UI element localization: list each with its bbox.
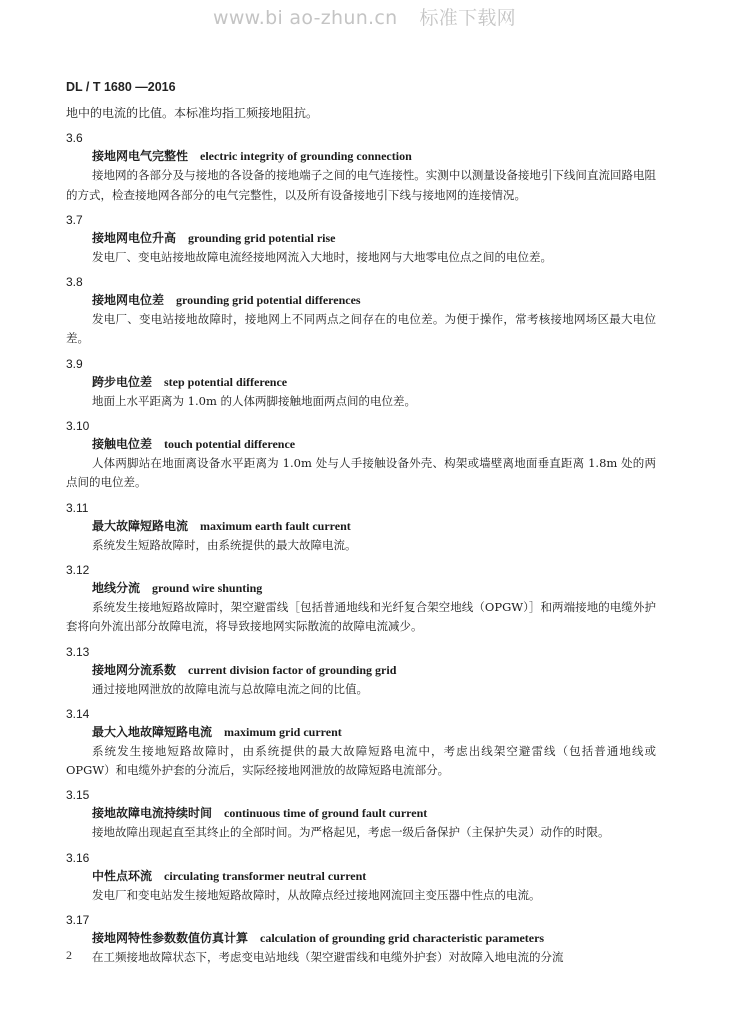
term-english: current division factor of grounding grid	[188, 662, 397, 677]
watermark	[0, 3, 729, 30]
clause-number: 3.13	[66, 644, 90, 659]
term-chinese: 最大入地故障短路电流	[92, 724, 213, 739]
clause-number: 3.11	[66, 500, 89, 515]
clause-number: 3.9	[66, 356, 83, 371]
clause-number: 3.15	[66, 788, 90, 803]
term-entry-3-9	[66, 355, 656, 411]
clause-number: 3.17	[66, 913, 90, 928]
term-chinese: 接地网电位升高	[92, 230, 177, 245]
term-definition: 地面上水平距离为 1.0m 的人体两脚接触地面两点间的电位差。	[92, 393, 417, 408]
term-heading	[66, 867, 656, 886]
term-chinese: 最大故障短路电流	[92, 518, 189, 533]
term-english: calculation of grounding grid characteristic parameters	[260, 931, 545, 946]
clause-number: 3.10	[66, 419, 90, 434]
term-english: maximum earth fault current	[200, 518, 351, 533]
term-entry-3-16	[66, 849, 656, 905]
term-entry-3-15	[66, 786, 656, 842]
term-chinese: 地线分流	[92, 580, 141, 595]
term-chinese: 接地网电位差	[92, 293, 165, 308]
page-number: 2	[66, 948, 72, 962]
term-english: electric integrity of grounding connection	[200, 149, 412, 164]
term-entry-3-14	[66, 705, 656, 781]
term-entry-3-7	[66, 211, 656, 267]
term-heading	[66, 929, 656, 948]
term-chinese: 中性点环流	[92, 868, 153, 883]
clause-number: 3.14	[66, 706, 90, 721]
term-english: circulating transformer neutral current	[164, 868, 367, 883]
continuation-text: 地中的电流的比值。本标准均指工频接地阻抗。	[66, 106, 319, 120]
term-entry-3-6	[66, 129, 656, 205]
term-entry-3-12	[66, 561, 656, 637]
term-english: ground wire shunting	[152, 580, 263, 595]
term-definition: 系统发生接地短路故障时，由系统提供的最大故障短路电流中，考虑出线架空避雷线（包括普通地线或 OPGW）和电缆外护套的分流后，实际经接地网泄放的故障短路电流部分。	[66, 743, 656, 778]
term-definition: 发电厂和变电站发生接地短路故障时，从故障点经过接地网流回主变压器中性点的电流。	[92, 887, 541, 902]
document-body	[66, 104, 656, 967]
clause-number: 3.6	[66, 131, 83, 146]
term-definition: 接地故障出现起直至其终止的全部时间。为严格起见，考虑一级后备保护（主保护失灵）动作的时限。	[92, 825, 610, 840]
term-english: grounding grid potential rise	[188, 230, 336, 245]
term-english: touch potential difference	[164, 437, 296, 452]
term-definition: 通过接地网泄放的故障电流与总故障电流之间的比值。	[92, 681, 368, 696]
term-heading	[66, 229, 656, 248]
clause-number: 3.8	[66, 275, 83, 290]
term-heading	[66, 291, 656, 310]
term-heading	[66, 723, 656, 742]
term-entry-3-13	[66, 643, 656, 699]
clause-number: 3.12	[66, 562, 90, 577]
watermark-site: www.bi ao-zhun.cn	[212, 7, 398, 29]
term-heading	[66, 373, 656, 392]
term-heading	[66, 804, 656, 823]
term-english: grounding grid potential differences	[176, 293, 361, 308]
term-chinese: 跨步电位差	[92, 374, 153, 389]
term-entry-3-17	[66, 911, 656, 967]
term-entry-3-11	[66, 499, 656, 555]
term-chinese: 接地网电气完整性	[92, 149, 189, 164]
term-english: maximum grid current	[224, 724, 342, 739]
term-definition: 系统发生接地短路故障时，架空避雷线［包括普通地线和光纤复合架空地线（OPGW）］和两端接地的电缆外护套将向外流出部分故障电流，将导致接地网实际散流的故障电流减少。	[66, 599, 656, 634]
clause-number: 3.7	[66, 212, 83, 227]
term-definition: 人体两脚站在地面离设备水平距离为 1.0m 处与人手接触设备外壳、构架或墙壁离地面垂直距离 1.8m 处的两点间的电位差。	[66, 456, 656, 490]
term-definition: 系统发生短路故障时，由系统提供的最大故障电流。	[92, 537, 357, 552]
term-entry-3-8	[66, 273, 656, 349]
document-code: DL / T 1680 —2016	[66, 80, 176, 94]
term-chinese: 接触电位差	[92, 437, 153, 452]
watermark-brand: 标准下载网	[419, 7, 516, 29]
term-chinese: 接地网特性参数数值仿真计算	[92, 931, 249, 946]
term-chinese: 接地网分流系数	[92, 662, 177, 677]
term-definition: 在工频接地故障状态下，考虑变电站地线（架空避雷线和电缆外护套）对故障入地电流的分流	[92, 950, 564, 965]
term-english: continuous time of ground fault current	[224, 806, 428, 821]
term-heading	[66, 517, 656, 536]
term-heading	[66, 579, 656, 598]
term-heading	[66, 661, 656, 680]
term-heading	[66, 147, 656, 166]
term-chinese: 接地故障电流持续时间	[92, 806, 213, 821]
term-heading	[66, 435, 656, 454]
term-definition: 发电厂、变电站接地故障时，接地网上不同两点之间存在的电位差。为便于操作，常考核接地网场区最大电位差。	[66, 312, 656, 346]
term-definition: 发电厂、变电站接地故障电流经接地网流入大地时，接地网与大地零电位点之间的电位差。	[92, 249, 552, 264]
term-definition: 接地网的各部分及与接地的各设备的接地端子之间的电气连接性。实测中以测量设备接地引下线间直流回路电阻的方式，检查接地网各部分的电气完整性，以及所有设备接地引下线与接地网的连接情况。	[66, 168, 656, 202]
term-english: step potential difference	[164, 374, 288, 389]
clause-number: 3.16	[66, 850, 90, 865]
term-entry-3-10	[66, 417, 656, 493]
